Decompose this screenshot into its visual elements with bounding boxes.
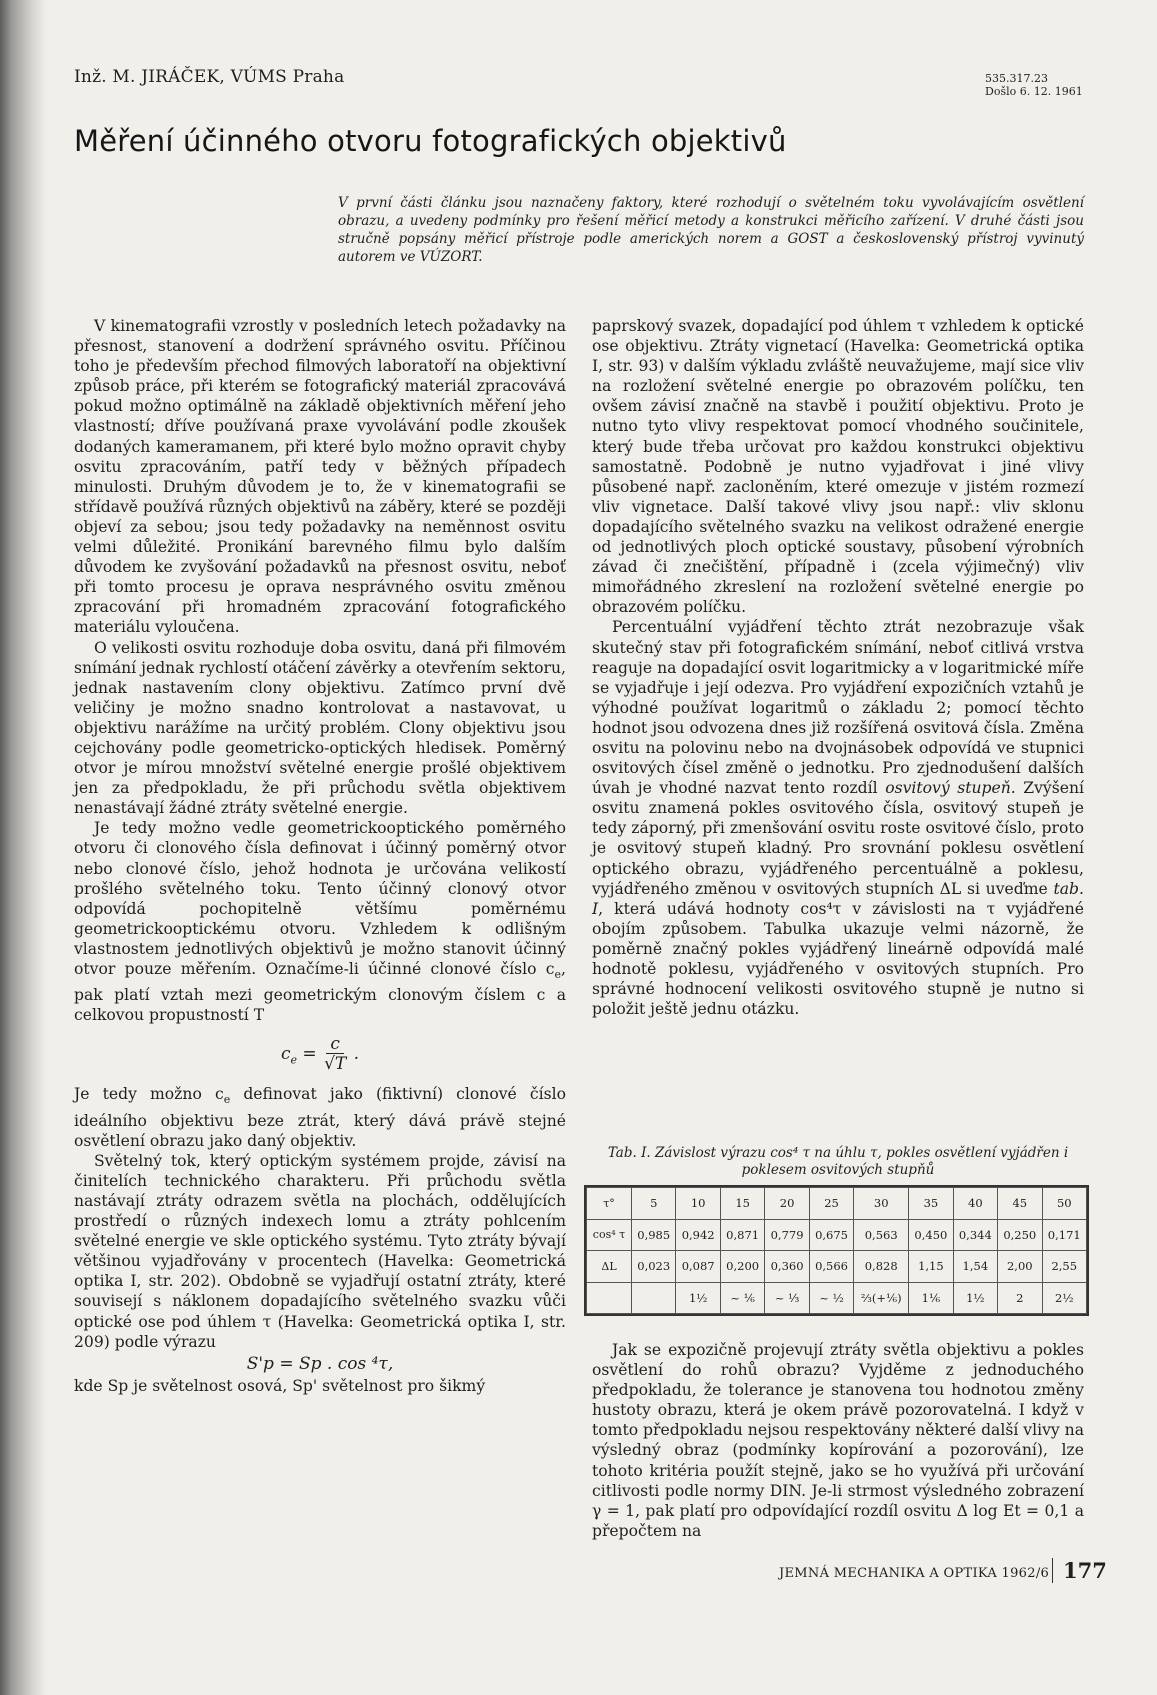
table-row-tau bbox=[587, 1188, 1087, 1220]
row-header: cos⁴ τ bbox=[587, 1219, 632, 1251]
table-cos4 bbox=[584, 1185, 1089, 1316]
table-cell: 0,023 bbox=[632, 1251, 676, 1283]
row-header: τ° bbox=[587, 1188, 632, 1220]
table-row-dl bbox=[587, 1251, 1087, 1283]
author-line: Inž. M. JIRÁČEK, VÚMS Praha bbox=[74, 67, 345, 87]
table-cell: 5 bbox=[632, 1188, 676, 1220]
table-cell: 1,54 bbox=[953, 1251, 997, 1283]
table-cell: 20 bbox=[765, 1188, 809, 1220]
table-cell: ~ ½ bbox=[809, 1282, 853, 1314]
table-cell: ⅔(+⅙) bbox=[854, 1282, 909, 1314]
table-row-cos4 bbox=[587, 1219, 1087, 1251]
table-row-stops bbox=[587, 1282, 1087, 1314]
table-cell: 1½ bbox=[953, 1282, 997, 1314]
right-column bbox=[592, 316, 1084, 1019]
table-cell: 0,344 bbox=[953, 1219, 997, 1251]
table-cell: 0,779 bbox=[765, 1219, 809, 1251]
table-cell: 2,00 bbox=[998, 1251, 1042, 1283]
table-cell: 2,55 bbox=[1042, 1251, 1086, 1283]
table-cell: 0,828 bbox=[854, 1251, 909, 1283]
data-table bbox=[586, 1187, 1087, 1314]
table-cell: 0,360 bbox=[765, 1251, 809, 1283]
table-cell: 0,087 bbox=[676, 1251, 720, 1283]
table-cell: 0,250 bbox=[998, 1219, 1042, 1251]
paragraph: O velikosti osvitu rozhoduje doba osvitu, daná při filmovém snímání jednak rychlostí otáčení závěrky a otevřením sektoru, jednak nastavením clony objektivu. Zatímco první dvě veličiny je možno snadno kontrolovat a nastavovat, u objektivu narážíme na určitý problém. Clony objektivu jsou cejchovány podle geometricko-optických hledisek. Poměrný otvor je mírou množství světelné energie prošlé objektivem jen za předpokladu, že při průchodu světla objektivem nenastávají žádné ztráty světelné energie. bbox=[74, 638, 566, 818]
paragraph: Jak se expozičně projevují ztráty světla objektivu a pokles osvětlení do rohů obrazu? Vyjděme z jednoduchého předpokladu, že tolerance je stanovena tou hodnotou změny hustoty obrazu, která je okem právě pozorovatelná. I když v tomto předpokladu nejsou respektovány některé další vlivy na výsledný obraz (podmínky kopírování a pozorování), lze tohoto kritéria použít stejně, jako se ho využívá při určování citlivosti podle normy DIN. Je-li strmost výsledného zobrazení γ = 1, pak platí pro odpovídající rozdíl osvitu Δ log Et = 0,1 a přepočtem na bbox=[592, 1341, 1084, 1540]
table-cell: 0,985 bbox=[632, 1219, 676, 1251]
paragraph: Světelný tok, který optickým systémem projde, závisí na činitelích technického charakteru. Při průchodu světla nastávají ztráty odrazem světla na plochách, oddělujících prostředí o různých indexech lomu a ztráty pohlcením světelné energie ve skle optického systému. Tyto ztráty bývají většinou vyjadřovány v procentech (Havelka: Geometrická optika I, str. 202). Obdobně se vyjadřují ostatní ztráty, které souvisejí s náklonem dopadajícího světelného svazku vůči optické ose pod úhlem τ (Havelka: Geometrická optika I, str. 209) podle výrazu bbox=[74, 1151, 566, 1351]
table-cell: 0,563 bbox=[854, 1219, 909, 1251]
table-cell: 10 bbox=[676, 1188, 720, 1220]
received-date: Došlo 6. 12. 1961 bbox=[985, 85, 1083, 98]
table-cell: 2½ bbox=[1042, 1282, 1086, 1314]
table-cell: 0,171 bbox=[1042, 1219, 1086, 1251]
paragraph: Percentuální vyjádření těchto ztrát nezobrazuje však skutečný stav při fotografickém snímání, neboť citlivá vrstva reaguje na dopadající osvit logaritmicky a v logaritmické míře se vyjadřuje i její odezva. Pro vyjádření expozičních vztahů je výhodné používat logaritmů o základu 2; pomocí těchto hodnot jsou odvozena dnes již rozšířená osvitová čísla. Změna osvitu na polovinu nebo na dvojnásobek odpovídá ve stupnici osvitových čísel změně o jednotku. Pro zjednodušení dalších úvah je vhodné nazvat tento rozdíl osvitový stupeň. Zvýšení osvitu znamená pokles osvitového čísla, osvitový stupeň je tedy záporný, při zmenšování osvitu roste osvitové číslo, proto je osvitový stupeň kladný. Pro srovnání poklesu osvětlení optického obrazu, vyjádřeného percentuálně a poklesu, vyjádřeného změnou v osvitových stupních ΔL si uveďme tab. I, která udává hodnoty cos⁴τ v závislosti na τ vyjádřené obojím způsobem. Tabulka ukazuje velmi názorně, že poměrně značný pokles vyjádřený lineárně odpovídá malé hodnotě poklesu, vyjádřeného v osvitových stupních. Pro správné hodnocení velikosti osvitového stupně je nutno si položit ještě jednu otázku. bbox=[592, 618, 1084, 1019]
page-number: 177 bbox=[1052, 1558, 1107, 1583]
table-cell: 2 bbox=[998, 1282, 1042, 1314]
journal-footer: JEMNÁ MECHANIKA A OPTIKA 1962/6 bbox=[779, 1566, 1050, 1581]
right-column-continued bbox=[592, 1340, 1084, 1541]
abstract: V první části článku jsou naznačeny faktory, které rozhodují o světelném toku vyvolávajícím osvětlení obrazu, a uvedeny podmínky pro řešení měřicí metody a konstrukci měřicího zařízení. V druhé části jsou stručně popsány měřicí přístroje podle amerických norem a GOST a československý přístroj vyvinutý autorem ve VÚZORT. bbox=[338, 195, 1084, 265]
table-cell: 50 bbox=[1042, 1188, 1086, 1220]
article-metadata bbox=[985, 72, 1083, 98]
table-cell: 0,450 bbox=[909, 1219, 953, 1251]
table-cell: 1,15 bbox=[909, 1251, 953, 1283]
table-cell: 0,675 bbox=[809, 1219, 853, 1251]
left-column bbox=[74, 316, 566, 1396]
udc-code: 535.317.23 bbox=[985, 72, 1048, 85]
paragraph: V kinematografii vzrostly v posledních letech požadavky na přesnost, stanovení a dodržení správného osvitu. Příčinou toho je především přechod filmových laboratoří na objektivní způsob práce, při kterém se fotografický materiál zpracovává pokud možno optimálně na základě objektivních měření jeho vlastností; dříve používaná praxe vyvolávání podle zkoušek dodaných kameramanem, při které bylo možno opravit chyby osvitu zpracováním, patří tedy v běžných případech minulosti. Druhým důvodem je to, že v kinematografii se střídavě používá různých objektivů na záběry, které se později objeví za sebou; jsou tedy požadavky na neměnnost osvitu velmi důležité. Pronikání barevného filmu bylo dalším důvodem ke zvyšování požadavků na přesnost osvitu, neboť při tomto procesu je oprava nesprávného osvitu změnou zpracování při hromadném zpracování fotografického materiálu vyloučena. bbox=[74, 317, 566, 637]
equation-effective-aperture: $c_e$ = $\frac{c}{√T}$ . bbox=[280, 1034, 360, 1075]
table-cell: 1⅙ bbox=[909, 1282, 953, 1314]
paragraph: Je tedy možno $c_e$ definovat jako (fiktivní) clonové číslo ideálního objektivu beze ztrát, který dává právě stejné osvětlení obrazu jako daný objektiv. bbox=[74, 1085, 566, 1150]
table-cell: ~ ⅙ bbox=[720, 1282, 764, 1314]
table-cell: 30 bbox=[854, 1188, 909, 1220]
table-cell: 0,942 bbox=[676, 1219, 720, 1251]
table-cell: 1½ bbox=[676, 1282, 720, 1314]
row-header bbox=[587, 1282, 632, 1314]
table-cell: 40 bbox=[953, 1188, 997, 1220]
table-cell: 0,566 bbox=[809, 1251, 853, 1283]
table-cell: 25 bbox=[809, 1188, 853, 1220]
paragraph: Je tedy možno vedle geometrickooptického poměrného otvoru či clonového čísla definovat i účinný poměrný otvor nebo clonové číslo, jehož hodnota je určována velikostí prošlého světelného toku. Tento účinný clonový otvor odpovídá pochopitelně většímu poměrnému geometrickooptickému otvoru. Vzhledem k odlišným vlastnostem jednotlivých objektivů je možno stanovit účinný otvor pouze měřením. Označíme-li účinné clonové číslo $c_e$, pak platí vztah mezi geometrickým clonovým číslem c a celkovou propustností T bbox=[74, 819, 566, 1025]
table-cell: 0,200 bbox=[720, 1251, 764, 1283]
page-gutter-shadow bbox=[0, 0, 46, 1695]
article-title: Měření účinného otvoru fotografických objektivů bbox=[74, 124, 787, 158]
table-cell: 45 bbox=[998, 1188, 1042, 1220]
table-cell: ~ ⅓ bbox=[765, 1282, 809, 1314]
table-cell: 0,871 bbox=[720, 1219, 764, 1251]
paragraph: kde Sp je světelnost osová, Sp' světelnost pro šikmý bbox=[74, 1376, 486, 1395]
table-cell bbox=[632, 1282, 676, 1314]
table-caption: Tab. I. Závislost výrazu cos⁴ τ na úhlu τ, pokles osvětlení vyjádřen i poklesem osvitových stupňů bbox=[607, 1145, 1069, 1178]
row-header: ΔL bbox=[587, 1251, 632, 1283]
equation-cos4: S'p = Sp . cos ⁴τ, bbox=[246, 1353, 394, 1374]
table-cell: 35 bbox=[909, 1188, 953, 1220]
paragraph: paprskový svazek, dopadající pod úhlem τ vzhledem k optické ose objektivu. Ztráty vignetací (Havelka: Geometrická optika I, str. 93) v dalším výkladu zvláště neuvažujeme, mají sice vliv na rozložení světelné energie po obrazovém políčku, ten ovšem závisí značně na stavbě i použití objektivu. Proto je nutno tyto vlivy respektovat pomocí vhodného součinitele, který bude třeba určovat pro každou konstrukci objektivu samostatně. Podobně je nutno vyjadřovat i jiné vlivy působené např. zacloněním, které omezuje v jistém rozmezí vliv vignetace. Další takové vlivy jsou např.: vliv sklonu dopadajícího světelného svazku na velikost odražené energie od jednotlivých ploch optické soustavy, působení výrobních závad či znečištění, případně i (zcela výjimečný) vliv mimořádného zkreslení na rozložení světelné energie po obrazovém políčku. bbox=[592, 317, 1084, 617]
table-cell: 15 bbox=[720, 1188, 764, 1220]
